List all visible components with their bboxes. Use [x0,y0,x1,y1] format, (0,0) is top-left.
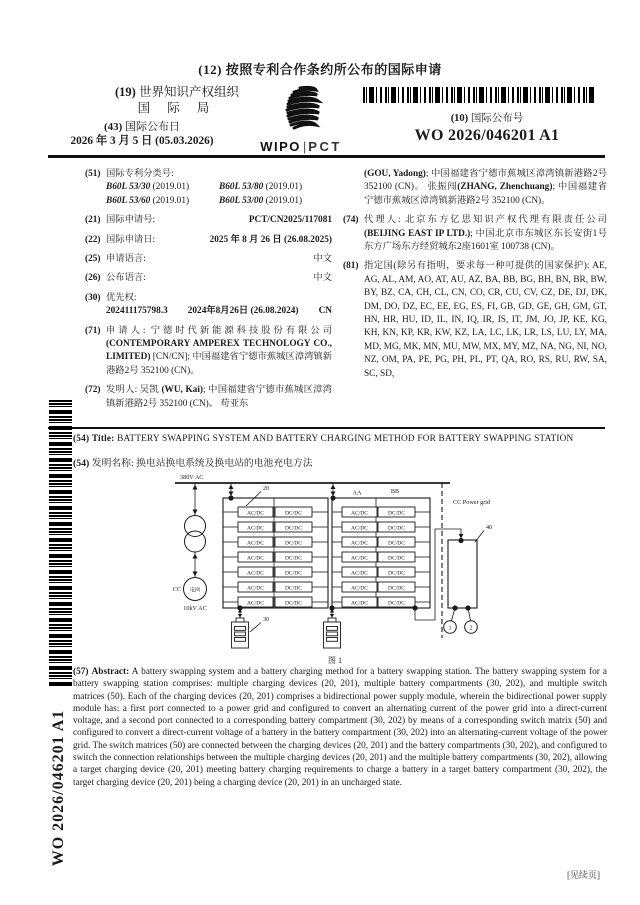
filing-date: 2025 年 8 月 26 日 (26.08.2025) [209,234,332,245]
acdc-label: AC/DC [350,510,369,517]
acdc-label: AC/DC [246,570,265,577]
acdc-label: AC/DC [246,600,265,607]
title-english: (54) Title: BATTERY SWAPPING SYSTEM AND BATTERY CHARGING METHOD FOR BATTERY SWAPPING STATION [73,434,574,444]
acdc-label: AC/DC [246,585,265,592]
dcdc-label: DC/DC [284,600,303,607]
grid-right-label: CC Power grid [453,499,491,506]
port-1-number: 1 [448,624,452,632]
dcdc-label: DC/DC [387,525,406,532]
dcdc-label: DC/DC [284,555,303,562]
converter-bank-2 [332,498,430,608]
field-74-agent: (74) 代理人: 北京东方亿思知识产权代理有限责任公司 (BEIJING EAST IP LTD.); 中国北京市东城区东长安街1号东方广场东方经贸城东2座1601室 100738 (CN)。 [343,215,607,253]
ipc-entry: B60L 53/80 (2019.01) [219,182,303,193]
bib-left-column [85,168,332,417]
field-51-ipc: (51) 国际专利分类号: B60L 53/30 (2019.01) B60L 53/80 (2019.01) B60L 53/60 (2019.01) B60L 53/00 (2019.01) [85,168,332,208]
org-name: 世界知识产权组织 [138,85,239,99]
dcdc-label: DC/DC [284,585,303,592]
priority-date: 2024年8月26日 (26.08.2024) [187,306,299,317]
field-code-10: (10) [450,113,469,124]
transformer-branch [173,483,207,612]
acdc-label: AC/DC [350,540,369,547]
filing-language: 中文 [313,254,332,265]
column-bb-label: BB [390,488,400,495]
dcdc-label: DC/DC [284,525,303,532]
dcdc-label: DC/DC [387,555,406,562]
field-81-designated-states: (81) 指定国(除另有指明，要求每一种可提供的国家保护): AE, AG, AL, AM, AO, AT, AU, AZ, BA, BB, BG, BH, BN, BR, BW, BY, BZ, CA, CH, CL, CN, CO, CR, CU, CV, CZ, DE, DJ, DK, DM, DO, DZ, EC, EE, EG, ES, FI, GB, GD, GE, GH, GM, GT, HN, HR, HU, ID, IL, IN, IQ, IR, IS, IT, JM, JO, JP, KE, KG, KH, KN, KP, KR, KW, KZ, LA, LC, LK, LR, LS, LU, LY, MA, MD, MG, MK, MN, MU, MW, MX, MY, MZ, NA, NG, NI, NO, NZ, OM, PA, PE, PG, PH, PL, PT, QA, RO, RS, RU, RW, SA, SC, SD, [343,260,607,381]
dcdc-label: DC/DC [284,540,303,547]
designated-states-list: 指定国(除另有指明，要求每一种可提供的国家保护): AE, AG, AL, AM, AO, AT, AU, AZ, BA, BB, BG, BH, BN, BR, BW, BY, BZ, CA, CH, CL, CN, CO, CR, CU, CV, CZ, DE, DJ, DK, DM, DO, DZ, EC, EE, EG, ES, FI, GB, GD, GE, GH, GM, GT, HN, HR, HU, ID, IL, IN, IQ, IR, IS, IT, JM, JO, JP, KE, KG, KH, KN, KP, KR, KW, KZ, LA, LC, LK, LR, LS, LU, LY, MA, MD, MG, MK, MN, MU, MW, MX, MY, MZ, NA, NG, NI, NO, NZ, OM, PA, PE, PG, PH, PL, PT, QA, RO, RS, RU, RW, SA, SC, SD, [364,261,607,379]
grid-circle-label: 电网 [189,588,201,594]
continuation-note: [见续页] [567,870,600,880]
field-22-filing-date: (22) 国际申请日: 2025 年 8 月 26 日 (26.08.2025) [85,234,332,247]
title-rule [48,427,605,429]
dcdc-label: DC/DC [387,600,406,607]
publication-number-block [380,110,594,145]
field-30-priority: (30) 优先权: 202411175798.3 2024年8月26日 (26.08.2024) CN [85,292,332,319]
invention-title-en: BATTERY SWAPPING SYSTEM AND BATTERY CHARGING METHOD FOR BATTERY SWAPPING STATION [117,434,574,444]
org-bureau: 国 际 局 [137,101,217,115]
ipc-entry: B60L 53/30 (2019.01) [106,182,190,193]
field-code-43: (43) [103,121,123,133]
field-21-application-number: (21) 国际申请号: PCT/CN2025/117081 [85,214,332,227]
dcdc-label: DC/DC [387,570,406,577]
acdc-label: AC/DC [246,555,265,562]
column-aa-label: AA [352,489,362,497]
abstract-text: A battery swapping system and a battery charging method for a battery swapping station. The battery swapping system for a battery swapping station comprises: multiple charging devices (20, 201), multiple battery compartments (30, 202), and multiple switch matrices (50). Each of the charging devices (20, 201) comprises a bidirectional power supply module, wherein the bidirectional power supply module has: a first port connected to a power grid and configured to convert an alternating current of the power grid into a direct-current voltage, and a second port connected to a corresponding battery compartment (30, 202) by means of a corresponding switch matrix (50) and configured to convert a direct-current voltage of a battery in the battery compartment (30, 202) into an alternating-current voltage of the power grid. The switch matrices (50) are connected between the charging devices (20, 201) and the battery compartments (30, 202), and configured to switch the connection relationships between the multiple charging devices (20, 201) and the multiple battery compartments (30, 202), allowing a target charging device (20, 201) meeting battery charging requirements to charge a battery in a target battery compartment (30, 202), the target charging device (20, 201) being a charging device (20, 201) in an uncharged state. [73,667,607,788]
ref-40-label: 40 [486,524,493,531]
header-rule [48,155,605,158]
grid-source-icon [184,578,207,601]
voltage-10kv-label: 10kV AC [183,605,207,612]
battery-icon-2 [324,618,341,648]
acdc-label: AC/DC [350,555,369,562]
field-71-applicant: (71) 申请人: 宁德时代新能源科技股份有限公司 (CONTEMPORARY AMPEREX TECHNOLOGY CO., LIMITED) [CN/CN]; 中国福建省宁德市蕉城区漳湾镇新港路2号 352100 (CN)。 [85,325,332,376]
ipc-entry: B60L 53/00 (2019.01) [219,195,303,206]
priority-country: CN [318,306,332,317]
abstract-paragraph: (57) Abstract: A battery swapping system and a battery charging method for a battery swapping station. The battery swapping system for a battery swapping station comprises: multiple charging devices (20, 201), multiple battery compartments (30, 202), and multiple switch matrices (50). Each of the charging devices (20, 201) comprises a bidirectional power supply module, wherein the bidirectional power supply module has: a first port connected to a power grid and configured to convert an alternating current of the power grid into a direct-current voltage, and a second port connected to a corresponding battery compartment (30, 202) by means of a corresponding switch matrix (50) and configured to convert a direct-current voltage of a battery in the battery compartment (30, 202) into an alternating-current voltage of the power grid. The switch matrices (50) are connected between the charging devices (20, 201) and the battery compartments (30, 202), and configured to switch the connection relationships between the multiple charging devices (20, 201) and the multiple battery compartments (30, 202), allowing a target charging device (20, 201) meeting battery charging requirements to charge a battery in a target battery compartment (30, 202), the target charging device (20, 201) being a charging device (20, 201) in an uncharged state. [73,667,607,788]
transformer-icon [185,516,206,553]
wipo-text: WIPO [260,139,301,154]
acdc-label: AC/DC [246,525,265,532]
converter-bank-1 [223,498,328,608]
wipo-pct-wordmark [244,139,358,154]
acdc-label: AC/DC [246,540,265,547]
application-number: PCT/CN2025/117081 [248,215,332,226]
ipc-label: 国际专利分类号: [106,169,174,179]
cc-left-label: CC [172,586,181,593]
figure-1-diagram [85,470,610,675]
dcdc-label: DC/DC [387,540,406,547]
ipc-entry: B60L 53/60 (2019.01) [106,195,190,206]
acdc-label: AC/DC [350,585,369,592]
side-barcode [49,400,72,688]
acdc-label: AC/DC [350,525,369,532]
logo-separator: | [302,139,307,154]
ref-30-label: 30 [263,616,270,623]
dcdc-label: DC/DC [387,585,406,592]
field-72-continued: (GOU, Yadong); 中国福建省宁德市蕉城区漳湾镇新港路2号 352100 (CN)。 张振闯(ZHANG, Zhenchuang); 中国福建省宁德市蕉城区漳湾镇新港路2号 352100 (CN)。 [364,169,607,206]
title-chinese: (54) 发明名称: 换电站换电系统及换电站的电池充电方法 [73,458,313,469]
issuing-organization [86,84,268,116]
dcdc-label: DC/DC [284,510,303,517]
acdc-label: AC/DC [350,600,369,607]
pct-text: PCT [308,139,342,154]
wipo-logo-icon [270,84,332,136]
pubdate-value: 2026 年 3 月 5 日 (05.03.2026) [70,135,214,147]
publication-date-block [48,120,236,148]
bus-voltage-label: 380V AC [180,474,204,481]
grid-interface-box [448,524,492,621]
pubnum-label: 国际公布号 [470,113,524,124]
invention-title-zh: 换电站换电系统及换电站的电池充电方法 [136,458,313,469]
publication-language: 中文 [313,273,332,284]
barcode [363,87,594,103]
port-2-number: 2 [469,624,473,632]
ref-20-label: 20 [262,485,270,492]
port-markers [444,621,478,634]
acdc-label: AC/DC [350,570,369,577]
field-26-publication-language: (26) 公布语言: 中文 [85,272,332,285]
priority-number: 202411175798.3 [106,306,168,317]
power-bus [175,474,450,483]
battery-icon-1 [232,618,249,648]
side-publication-number: WO 2026/046201 A1 [50,709,67,867]
publication-number: WO 2026/046201 A1 [414,127,560,144]
field-code-19: (19) [115,85,136,99]
figure-caption: 图 1 [328,656,342,665]
acdc-label: AC/DC [246,510,265,517]
bib-right-column [343,168,607,387]
dcdc-label: DC/DC [284,570,303,577]
field-25-filing-language: (25) 申请语言: 中文 [85,253,332,266]
field-72-inventors: (72) 发明人: 吴凯 (WU, Kai); 中国福建省宁德市蕉城区漳湾镇新港路2号 352100 (CN)。 苟亚东 [85,385,332,409]
dcdc-label: DC/DC [387,510,406,517]
doc-kind-line: (12) 按照专利合作条约所公布的国际申请 [198,62,442,77]
pubdate-label: 国际公布日 [125,121,181,133]
